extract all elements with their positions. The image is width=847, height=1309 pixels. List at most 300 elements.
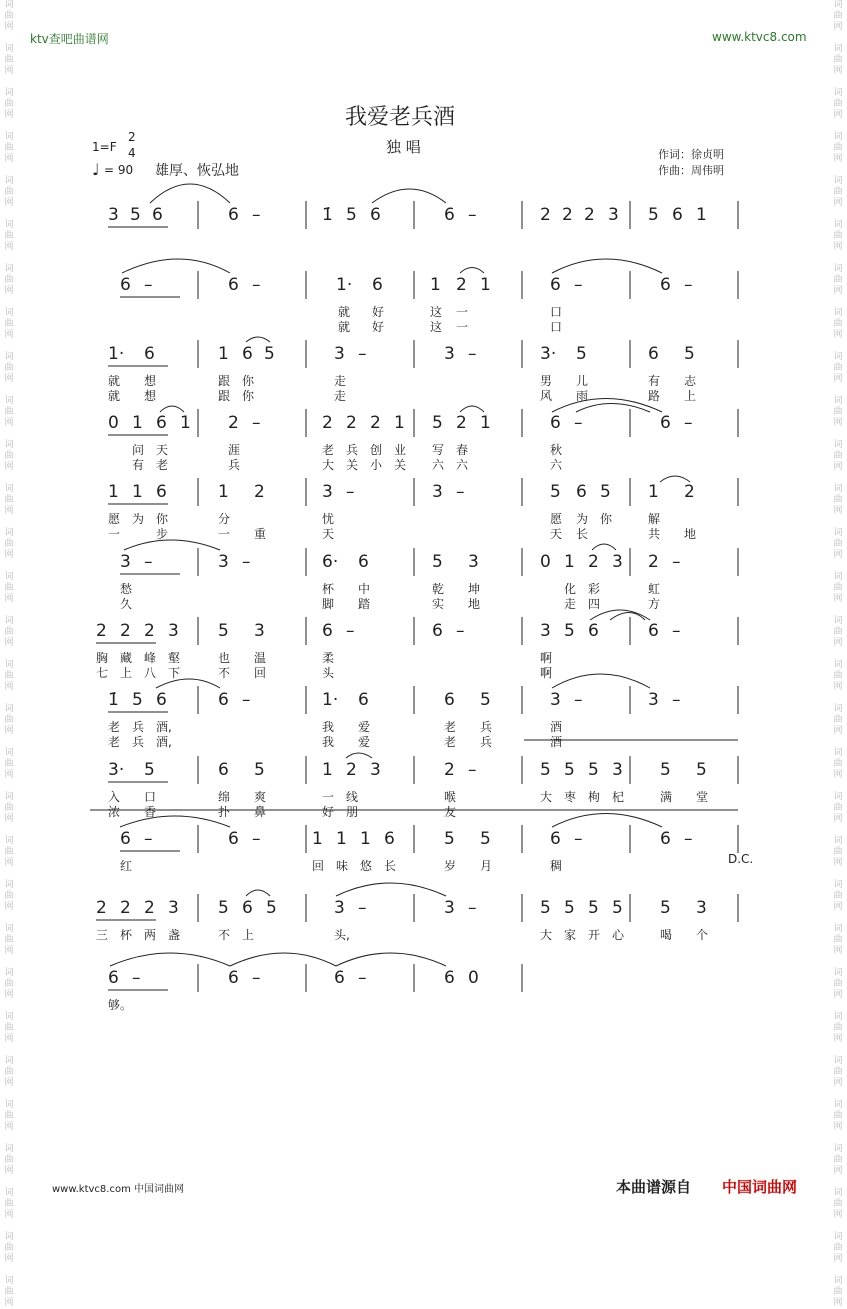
side-watermark-left: 词 曲 网 词 曲 网 词 曲 网 词 曲 网 词 曲 网 词 曲 网 词 曲 网 词 曲 网 词 曲 网 词 曲 网 词 曲 网 词 曲 网 词 曲 网 词 曲 网 词 曲 网 词 曲 网 词 曲 网 词 曲 网 词 曲 网 词 曲 网 词 曲 网 词 曲 网 词 曲 网 词 曲 网 词 曲 网 词 曲 网 词 曲 网 词 曲 网 词 曲 网 词 曲 网 [4, 0, 14, 1308]
lyric-r9-l0-1: 回 [312, 859, 325, 873]
note-r10-8: – [358, 898, 367, 918]
note-r5-2: 3 [218, 552, 229, 572]
note-r4-8: – [456, 482, 465, 502]
note-r8-11: 5 [588, 760, 599, 780]
note-r5-7: 3 [468, 552, 479, 572]
lyric-r2-l1-5: 风 [540, 389, 553, 403]
header-site-name[interactable]: ktv查吧曲谱网 [30, 32, 109, 46]
note-r4-12: 1 [648, 482, 659, 502]
lyric-r2-l0-5: 男 [540, 374, 553, 388]
lyric-r2-l1-0: 就 [108, 389, 121, 403]
note-r2-9: 3· [540, 344, 557, 364]
lyric-r6-l0-1: 藏 [120, 651, 133, 665]
note-r11-0: 6 [108, 968, 119, 988]
note-r5-4: 6· [322, 552, 339, 572]
note-r9-4: 1 [312, 829, 323, 849]
song-title: 我爱老兵酒 [345, 105, 456, 130]
note-r9-1: – [144, 829, 153, 849]
lyric-r9-l0-6: 月 [480, 859, 493, 873]
note-r10-12: 5 [564, 898, 575, 918]
lyric-r2-l0-4: 走 [334, 374, 347, 388]
lyric-r3-l1-1: 老 [156, 458, 169, 472]
lyric-r1-l0-0: 就 [338, 305, 351, 319]
lyric-r3-l1-8: 六 [456, 458, 469, 472]
lyric-r3-l0-5: 创 [370, 443, 383, 457]
note-r0-4: – [252, 205, 261, 225]
lyric-r2-l0-0: 就 [108, 374, 121, 388]
note-r10-10: – [468, 898, 477, 918]
lyric-r4-l1-3: 重 [254, 527, 267, 541]
note-r10-16: 3 [696, 898, 707, 918]
note-r10-1: 2 [120, 898, 131, 918]
lyric-r3-l0-9: 秋 [550, 443, 563, 457]
note-r1-6: 1 [430, 275, 441, 295]
note-r10-3: 3 [168, 898, 179, 918]
note-r7-9: 3 [550, 690, 561, 710]
note-r0-2: 6 [152, 205, 163, 225]
lyric-r3-l0-7: 写 [432, 443, 445, 457]
lyric-r7-l0-5: 老 [444, 720, 457, 734]
note-r10-9: 3 [444, 898, 455, 918]
lyric-r2-l1-3: 你 [242, 389, 255, 403]
lyric-r10-l0-7: 大 [540, 928, 553, 942]
lyric-r7-l1-1: 兵 [132, 735, 145, 749]
lyric-r9-l0-2: 味 [336, 859, 349, 873]
note-r1-9: 6 [550, 275, 561, 295]
lyric-r8-l0-7: 大 [540, 790, 553, 804]
lyric-r10-l0-2: 两 [144, 928, 157, 942]
lyric-r6-l0-3: 壑 [168, 651, 181, 665]
lyric-r9-l0-7: 稠 [550, 859, 563, 873]
lyric-r5-l1-5: 走 [564, 597, 577, 611]
note-r8-13: 5 [660, 760, 671, 780]
note-r3-5: – [252, 413, 261, 433]
lyric-r2-l0-6: 儿 [576, 374, 589, 388]
note-r6-11: 5 [564, 621, 575, 641]
lyric-r7-l0-7: 酒 [550, 720, 563, 734]
note-r3-6: 2 [322, 413, 333, 433]
note-r5-8: 0 [540, 552, 551, 572]
note-r0-15: 6 [672, 205, 683, 225]
lyric-r4-l1-6: 长 [576, 527, 589, 541]
lyric-r3-l1-2: 兵 [228, 458, 241, 472]
note-r0-14: 5 [648, 205, 659, 225]
note-r6-12: 6 [588, 621, 599, 641]
lyric-r6-l1-2: 八 [144, 666, 157, 680]
lyric-r8-l0-12: 堂 [696, 790, 709, 804]
note-r7-8: 5 [480, 690, 491, 710]
note-r9-6: 1 [360, 829, 371, 849]
lyric-r5-l0-1: 杯 [322, 582, 335, 596]
note-r8-4: 1 [322, 760, 333, 780]
lyric-r4-l0-2: 你 [156, 512, 169, 526]
note-r6-7: – [346, 621, 355, 641]
lyric-r6-l1-5: 回 [254, 666, 267, 680]
note-r9-8: 5 [444, 829, 455, 849]
lyric-r10-l0-8: 家 [564, 928, 577, 942]
note-r10-4: 5 [218, 898, 229, 918]
note-r8-9: 5 [540, 760, 551, 780]
note-r3-13: 6 [550, 413, 561, 433]
performance-mode: 独 唱 [386, 138, 421, 156]
lyric-r7-l1-7: 酒 [550, 735, 563, 749]
note-r0-0: 3 [108, 205, 119, 225]
note-r5-3: – [242, 552, 251, 572]
lyric-r1-l1-1: 好 [372, 320, 385, 334]
note-r4-5: 3 [322, 482, 333, 502]
lyric-r6-l0-7: 啊 [540, 651, 553, 665]
lyric-r5-l0-4: 坤 [468, 582, 481, 596]
note-r5-5: 6 [358, 552, 369, 572]
lyric-r7-l1-3: 我 [322, 735, 335, 749]
note-r0-9: – [468, 205, 477, 225]
note-r1-12: – [684, 275, 693, 295]
note-r9-12: 6 [660, 829, 671, 849]
note-r1-11: 6 [660, 275, 671, 295]
note-r0-1: 5 [130, 205, 141, 225]
note-r5-1: – [144, 552, 153, 572]
note-r11-7: 0 [468, 968, 479, 988]
lyric-r10-l0-12: 个 [696, 928, 709, 942]
note-r4-4: 2 [254, 482, 265, 502]
note-r10-15: 5 [660, 898, 671, 918]
lyric-r5-l1-3: 实 [432, 597, 445, 611]
lyric-r10-l0-5: 上 [242, 928, 255, 942]
lyric-r6-l1-1: 上 [120, 666, 133, 680]
note-r3-7: 2 [346, 413, 357, 433]
note-r9-5: 1 [336, 829, 347, 849]
note-r10-7: 3 [334, 898, 345, 918]
lyric-r6-l0-5: 温 [254, 651, 267, 665]
note-r11-2: 6 [228, 968, 239, 988]
lyric-r3-l0-4: 兵 [346, 443, 359, 457]
note-r7-2: 6 [156, 690, 167, 710]
lyric-r8-l0-8: 枣 [564, 790, 577, 804]
note-r2-6: – [358, 344, 367, 364]
note-r5-11: 3 [612, 552, 623, 572]
note-r4-7: 3 [432, 482, 443, 502]
note-r0-16: 1 [696, 205, 707, 225]
note-r4-3: 1 [218, 482, 229, 502]
lyric-r7-l0-4: 爱 [358, 720, 371, 734]
lyric-r3-l1-9: 六 [550, 458, 563, 472]
lyric-r4-l1-4: 天 [322, 527, 335, 541]
note-r4-11: 5 [600, 482, 611, 502]
lyric-r5-l1-0: 久 [120, 597, 133, 611]
footer-source-label: 本曲谱源自 [616, 1178, 692, 1196]
note-r0-13: 3 [608, 205, 619, 225]
lyric-r4-l1-2: 一 [218, 527, 231, 541]
note-r10-14: 5 [612, 898, 623, 918]
note-r3-12: 1 [480, 413, 491, 433]
lyric-r8-l1-4: 好 [322, 805, 335, 819]
note-r1-0: 6 [120, 275, 131, 295]
note-r6-2: 2 [144, 621, 155, 641]
note-r3-11: 2 [456, 413, 467, 433]
note-r8-0: 3· [108, 760, 125, 780]
note-r2-10: 5 [576, 344, 587, 364]
lyric-r5-l1-7: 方 [648, 597, 661, 611]
lyric-r9-l0-3: 悠 [360, 859, 373, 873]
lyric-r6-l0-2: 峰 [144, 651, 157, 665]
lyric-r3-l1-0: 有 [132, 458, 145, 472]
footer-source-site[interactable]: 中国词曲网 [722, 1178, 798, 1196]
lyric-r3-l1-6: 关 [394, 458, 407, 472]
note-r7-11: 3 [648, 690, 659, 710]
note-r3-16: – [684, 413, 693, 433]
note-r8-7: 2 [444, 760, 455, 780]
lyric-r10-l0-9: 开 [588, 928, 601, 942]
note-r4-10: 6 [576, 482, 587, 502]
tempo-value: = 90 [104, 163, 134, 177]
lyric-r6-l1-7: 啊 [540, 666, 553, 680]
da-capo-mark: D.C. [728, 852, 754, 866]
note-r11-4: 6 [334, 968, 345, 988]
lyric-r10-l0-10: 心 [612, 928, 625, 942]
lyric-r10-l0-4: 不 [218, 928, 231, 942]
note-r3-2: 6 [156, 413, 167, 433]
lyric-r5-l0-6: 彩 [588, 582, 601, 596]
note-r11-5: – [358, 968, 367, 988]
note-r4-0: 1 [108, 482, 119, 502]
note-r0-7: 6 [370, 205, 381, 225]
note-r3-15: 6 [660, 413, 671, 433]
note-r8-8: – [468, 760, 477, 780]
note-r3-10: 5 [432, 413, 443, 433]
lyric-r5-l0-5: 化 [564, 582, 577, 596]
lyric-r4-l0-4: 忧 [322, 512, 335, 526]
lyric-r4-l0-6: 为 [576, 512, 589, 526]
note-r6-5: 3 [254, 621, 265, 641]
lyric-r2-l0-7: 有 [648, 374, 661, 388]
lyric-r7-l0-2: 酒, [156, 720, 172, 734]
note-r6-1: 2 [120, 621, 131, 641]
note-r2-0: 1· [108, 344, 125, 364]
note-r7-3: 6 [218, 690, 229, 710]
note-r11-6: 6 [444, 968, 455, 988]
lyric-r7-l1-5: 老 [444, 735, 457, 749]
note-r3-4: 2 [228, 413, 239, 433]
note-r4-9: 5 [550, 482, 561, 502]
lyric-r2-l0-8: 志 [684, 374, 697, 388]
note-r1-1: – [144, 275, 153, 295]
lyric-r6-l1-6: 头 [322, 666, 335, 680]
note-r8-2: 6 [218, 760, 229, 780]
note-r10-2: 2 [144, 898, 155, 918]
lyric-r10-l0-1: 杯 [120, 928, 133, 942]
lyric-r8-l1-0: 浓 [108, 805, 121, 819]
note-r1-7: 2 [456, 275, 467, 295]
footer-site-link[interactable]: www.ktvc8.com 中国词曲网 [52, 1184, 185, 1195]
lyric-r6-l1-3: 下 [168, 666, 181, 680]
note-r1-8: 1 [480, 275, 491, 295]
lyric-r6-l0-4: 也 [218, 651, 231, 665]
lyric-r8-l0-6: 喉 [444, 790, 457, 804]
note-r2-3: 6 [242, 344, 253, 364]
lyric-r2-l1-6: 雨 [576, 389, 589, 403]
note-r8-10: 5 [564, 760, 575, 780]
note-r1-2: 6 [228, 275, 239, 295]
note-r0-8: 6 [444, 205, 455, 225]
lyric-r6-l1-0: 七 [96, 666, 109, 680]
lyric-r1-l0-1: 好 [372, 305, 385, 319]
note-r10-5: 6 [242, 898, 253, 918]
note-r0-11: 2 [562, 205, 573, 225]
note-r5-12: 2 [648, 552, 659, 572]
note-r4-2: 6 [156, 482, 167, 502]
note-r9-3: – [252, 829, 261, 849]
note-r6-13: 6 [648, 621, 659, 641]
note-r3-3: 1 [180, 413, 191, 433]
lyric-r7-l0-3: 我 [322, 720, 335, 734]
expression-mark: 雄厚、恢弘地 [155, 163, 239, 179]
lyric-r1-l0-4: 口 [550, 305, 563, 319]
lyric-r2-l1-2: 跟 [218, 389, 231, 403]
note-r7-0: 1̇ [108, 690, 119, 710]
note-r6-4: 5 [218, 621, 229, 641]
lyric-r8-l1-3: 鼻 [254, 805, 267, 819]
note-r7-1: 5 [132, 690, 143, 710]
lyric-r7-l1-6: 兵 [480, 735, 493, 749]
note-r5-6: 5 [432, 552, 443, 572]
lyric-r10-l0-3: 盏 [168, 928, 181, 942]
lyric-r5-l0-7: 虹 [648, 582, 661, 596]
lyric-r3-l1-7: 六 [432, 458, 445, 472]
lyric-r3-l0-0: 问 [132, 443, 145, 457]
note-r9-0: 6 [120, 829, 131, 849]
lyric-r4-l0-0: 愿 [108, 512, 121, 526]
note-r5-0: 3 [120, 552, 131, 572]
lyric-r1-l0-2: 这 [430, 305, 443, 319]
note-r8-1: 5 [144, 760, 155, 780]
note-r8-3: 5 [254, 760, 265, 780]
lyric-r10-l0-11: 喝 [660, 928, 673, 942]
lyric-r9-l0-5: 岁 [444, 859, 457, 873]
lyric-r10-l0-6: 头, [334, 928, 350, 942]
lyric-r1-l1-4: 口 [550, 320, 563, 334]
note-r7-4: – [242, 690, 251, 710]
lyric-r8-l0-5: 线 [346, 790, 359, 804]
lyric-r8-l0-9: 枸 [588, 790, 601, 804]
lyric-r8-l1-5: 朋 [346, 805, 359, 819]
note-r6-0: 2 [96, 621, 107, 641]
lyric-r7-l0-6: 兵 [480, 720, 493, 734]
lyric-r5-l1-6: 四 [588, 597, 601, 611]
note-r7-7: 6 [444, 690, 455, 710]
note-r2-4: 5 [264, 344, 275, 364]
note-r10-13: 5 [588, 898, 599, 918]
note-r6-9: – [456, 621, 465, 641]
lyric-r5-l1-1: 脚 [322, 597, 335, 611]
lyric-r8-l0-3: 爽 [254, 790, 267, 804]
lyric-r4-l1-7: 共 [648, 527, 661, 541]
lyric-r8-l0-0: 入 [108, 790, 121, 804]
note-r6-14: – [672, 621, 681, 641]
note-r3-14: – [574, 413, 583, 433]
note-r9-11: – [574, 829, 583, 849]
note-r9-9: 5 [480, 829, 491, 849]
lyric-r7-l1-0: 老 [108, 735, 121, 749]
note-r4-1: 1 [132, 482, 143, 502]
lyric-r6-l0-6: 柔 [322, 651, 335, 665]
lyric-r2-l1-4: 走 [334, 389, 347, 403]
note-r4-6: – [346, 482, 355, 502]
lyric-r2-l1-1: 想 [144, 389, 157, 403]
note-r6-3: 3 [168, 621, 179, 641]
note-r2-12: 5 [684, 344, 695, 364]
lyric-r6-l0-0: 胸 [96, 651, 109, 665]
lyric-r2-l1-8: 上 [684, 389, 697, 403]
time-signature-bottom: 4 [128, 146, 136, 160]
note-r7-6: 6 [358, 690, 369, 710]
note-r7-12: – [672, 690, 681, 710]
note-r2-7: 3 [444, 344, 455, 364]
lyric-r7-l0-0: 老 [108, 720, 121, 734]
lyric-r2-l0-2: 跟 [218, 374, 231, 388]
lyric-r8-l0-10: 杞 [612, 790, 625, 804]
lyric-r3-l0-6: 业 [394, 443, 407, 457]
lyric-r2-l0-3: 你 [242, 374, 255, 388]
lyric-r6-l1-4: 不 [218, 666, 231, 680]
lyric-r11-l0-0: 够。 [108, 998, 133, 1012]
note-r7-10: – [574, 690, 583, 710]
lyric-r2-l0-1: 想 [144, 374, 157, 388]
note-r8-5: 2 [346, 760, 357, 780]
lyric-r8-l1-1: 香 [144, 805, 157, 819]
lyric-r8-l0-11: 满 [660, 790, 673, 804]
lyric-r4-l0-7: 你 [600, 512, 613, 526]
lyric-r9-l0-4: 长 [384, 859, 397, 873]
lyric-r5-l0-0: 愁 [120, 582, 133, 596]
lyric-r1-l1-2: 这 [430, 320, 443, 334]
note-r2-11: 6 [648, 344, 659, 364]
note-r8-12: 3 [612, 760, 623, 780]
lyric-r3-l1-3: 大 [322, 458, 335, 472]
note-r1-5: 6 [372, 275, 383, 295]
note-r1-4: 1· [336, 275, 353, 295]
note-r11-1: – [132, 968, 141, 988]
note-r1-3: – [252, 275, 261, 295]
header-site-url[interactable]: www.ktvc8.com [712, 30, 807, 44]
note-r2-2: 1 [218, 344, 229, 364]
lyric-r3-l1-5: 小 [370, 458, 383, 472]
key-signature: 1=F [92, 140, 117, 154]
side-watermark-right: 词 曲 网 词 曲 网 词 曲 网 词 曲 网 词 曲 网 词 曲 网 词 曲 网 词 曲 网 词 曲 网 词 曲 网 词 曲 网 词 曲 网 词 曲 网 词 曲 网 词 曲 网 词 曲 网 词 曲 网 词 曲 网 词 曲 网 词 曲 网 词 曲 网 词 曲 网 词 曲 网 词 曲 网 词 曲 网 词 曲 网 词 曲 网 词 曲 网 词 曲 网 词 曲 网 [833, 0, 843, 1308]
note-r9-2: 6 [228, 829, 239, 849]
lyric-r3-l0-2: 涯 [228, 443, 241, 457]
lyric-r4-l0-8: 解 [648, 512, 661, 526]
note-r3-1: 1 [132, 413, 143, 433]
lyric-r3-l0-8: 春 [456, 443, 469, 457]
lyric-r3-l0-1: 天 [156, 443, 169, 457]
note-r3-0: 0 [108, 413, 119, 433]
lyricist-credit: 作词：徐贞明 [658, 148, 724, 161]
lyric-r9-l0-0: 红 [120, 859, 133, 873]
tempo-note-icon: ♩ [92, 160, 100, 179]
lyric-r1-l1-0: 就 [338, 320, 351, 334]
lyric-r1-l0-3: 一 [456, 305, 469, 319]
lyric-r8-l0-4: 一 [322, 790, 335, 804]
note-r4-13: 2 [684, 482, 695, 502]
lyric-r5-l1-4: 地 [468, 597, 481, 611]
lyric-r8-l0-2: 绵 [218, 790, 231, 804]
lyric-r4-l1-8: 地 [684, 527, 697, 541]
note-r0-6: 5 [346, 205, 357, 225]
note-r10-6: 5 [266, 898, 277, 918]
note-r0-10: 2 [540, 205, 551, 225]
note-r9-10: 6 [550, 829, 561, 849]
note-r3-8: 2 [370, 413, 381, 433]
